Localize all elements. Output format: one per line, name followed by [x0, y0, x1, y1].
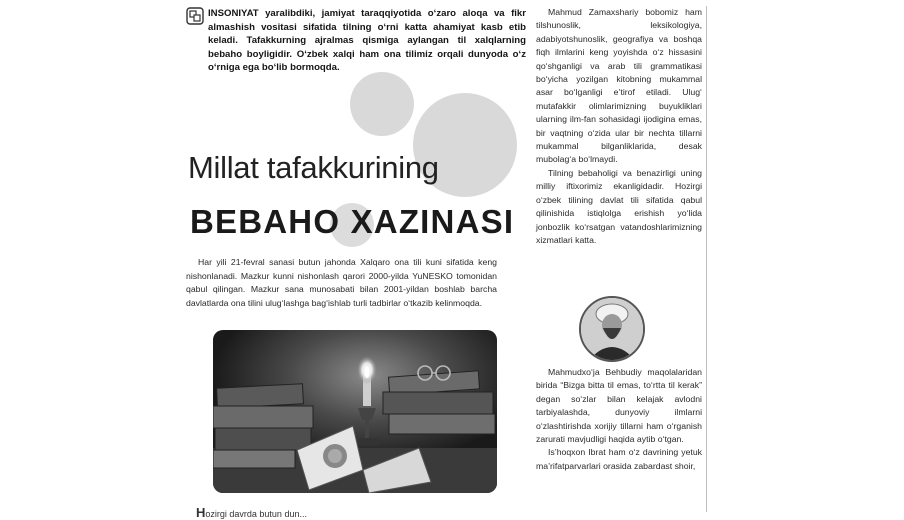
headline-line-1: Millat tafakkurining — [188, 150, 439, 185]
article-icon — [186, 7, 204, 25]
headline-line-2: BEBAHO XAZINASI — [190, 203, 515, 240]
scholar-portrait — [579, 296, 645, 362]
column-divider — [706, 6, 707, 512]
intro-text: Har yili 21-fevral sanasi butun jahonda Xalqaro ona tili kuni sifatida keng nishonlanadi. Mazkur kunni nishonlash qarori 2000-yilda YuNESKO tomonidan qabul qilingan. Mazkur sana munosabati bilan 2001-yildan boshlab barcha davlatlarda ona tilini ulug‘lashga bag‘ishlab turli tadbirlar o‘tkazib kelinmoqda. — [186, 257, 497, 309]
next-paragraph-start — [196, 505, 307, 520]
column-paragraph: Mahmudxo‘ja Behbudiy maqolalaridan birida “Bizga bitta til emas, to‘rtta til kerak” degan so‘zlar bilan kelajak avlodni tarbiyalashda, dunyoviy ilmlarni o‘zlashtirishda xorijiy tillarni ham o‘rganish zarurati mavjudligi haqida aytib o‘tgan. — [536, 367, 702, 445]
column-paragraph: Is’hoqxon Ibrat ham o‘z davrining yetuk ma’rifatparvarlari orasida zabardast shoir, — [536, 447, 702, 471]
books-candle-photo — [213, 330, 497, 493]
decor-circle-small — [350, 72, 414, 136]
column-text-bottom — [536, 366, 702, 473]
intro-paragraph — [186, 256, 497, 311]
column-text-top — [536, 6, 702, 247]
next-paragraph-text: ozirgi davrda butun dun... — [205, 509, 307, 519]
drop-cap: H — [196, 505, 206, 520]
column-paragraph: Mahmud Zamaxshariy bobomiz ham tilshunoslik, leksikologiya, adabiyotshunoslik, geografiya va boshqa fiqh ilmlarini keng yoyishda o‘z hissasini qo‘shganligi va arab tili grammatikasi bo‘yicha yozilgan kitobning mukammal asar bo‘lganligi e’tirof etiladi. Ulug‘ mutafakkir olimlarimizning buyukliklari ularning ilm-fan sohasidagi ijodigina emas, bir vaqtning o‘zida ular bir nechta tillarni mukammal bilganliklarida, desak mubolag‘a bo‘lmaydi. — [536, 7, 702, 165]
lead-paragraph: INSONIYAT yaralibdiki, jamiyat taraqqiyotida o‘zaro aloqa va fikr almashish vositasi sifatida tilning o‘rni katta ahamiyat kasb etib keladi. Tafakkurning ajralmas qismiga aylangan til xalqlarning bebaho boyligidir. O‘zbek xalqi ham ona tilimiz orqali dunyoda o‘z o‘rniga ega bo‘lib bormoqda. — [208, 8, 526, 74]
column-paragraph: Tilning bebaholigi va benazirligi uning milliy iftixorimiz ekanligidadir. Hozirgi o‘zbek tilining davlat tili sifatida qabul qilinishida istiqlolga erishish yo‘lida jonbozlik ko‘rsatgan vatandoshlarimizning xizmatlari katta. — [536, 167, 702, 245]
